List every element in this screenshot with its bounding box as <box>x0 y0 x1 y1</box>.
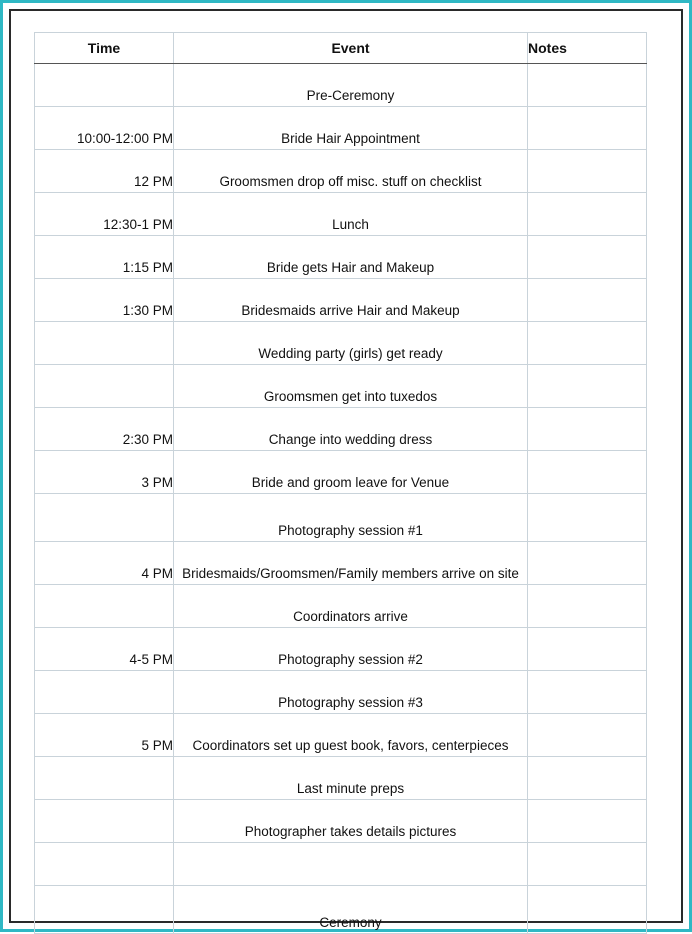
table-row <box>35 279 647 322</box>
table-row <box>35 107 647 150</box>
table-row <box>35 671 647 714</box>
event-cell <box>174 843 528 886</box>
event-cell: Photography session #3 <box>174 671 528 714</box>
time-cell: 4 PM <box>35 542 174 585</box>
time-cell: 1:30 PM <box>35 279 174 322</box>
header-row <box>35 33 647 64</box>
notes-cell <box>528 451 647 494</box>
time-cell: 5 PM <box>35 714 174 757</box>
table-row <box>35 628 647 671</box>
table-row <box>35 150 647 193</box>
table-row <box>35 408 647 451</box>
notes-cell <box>528 800 647 843</box>
event-cell: Change into wedding dress <box>174 408 528 451</box>
event-cell: Bridesmaids arrive Hair and Makeup <box>174 279 528 322</box>
time-cell: 12:30-1 PM <box>35 193 174 236</box>
event-cell: Pre-Ceremony <box>174 64 528 107</box>
notes-cell <box>528 193 647 236</box>
event-cell: Groomsmen get into tuxedos <box>174 365 528 408</box>
notes-cell <box>528 757 647 800</box>
notes-cell <box>528 628 647 671</box>
time-cell <box>35 585 174 628</box>
notes-cell <box>528 322 647 365</box>
event-cell: Bridesmaids/Groomsmen/Family members arrive on site <box>174 542 528 585</box>
time-cell: 1:15 PM <box>35 236 174 279</box>
table-row <box>35 843 647 886</box>
schedule-table <box>34 32 647 934</box>
table-row <box>35 800 647 843</box>
table-row <box>35 542 647 585</box>
time-cell <box>35 365 174 408</box>
notes-cell <box>528 408 647 451</box>
event-cell: Photographer takes details pictures <box>174 800 528 843</box>
time-cell: 3 PM <box>35 451 174 494</box>
notes-cell <box>528 585 647 628</box>
table-row <box>35 886 647 934</box>
time-cell <box>35 671 174 714</box>
time-cell <box>35 800 174 843</box>
header-notes: Notes <box>528 33 647 64</box>
table-row <box>35 236 647 279</box>
notes-cell <box>528 843 647 886</box>
table-row <box>35 585 647 628</box>
time-cell: 12 PM <box>35 150 174 193</box>
notes-cell <box>528 671 647 714</box>
time-cell <box>35 843 174 886</box>
event-cell: Bride and groom leave for Venue <box>174 451 528 494</box>
notes-cell <box>528 64 647 107</box>
notes-cell <box>528 107 647 150</box>
time-cell: 2:30 PM <box>35 408 174 451</box>
header-event: Event <box>174 33 528 64</box>
table-row <box>35 757 647 800</box>
table-row <box>35 322 647 365</box>
event-cell: Coordinators set up guest book, favors, centerpieces <box>174 714 528 757</box>
time-cell <box>35 64 174 107</box>
table-row <box>35 714 647 757</box>
event-cell: Coordinators arrive <box>174 585 528 628</box>
notes-cell <box>528 236 647 279</box>
event-cell: Lunch <box>174 193 528 236</box>
time-cell <box>35 322 174 365</box>
event-cell: Ceremony <box>174 886 528 934</box>
table-row <box>35 365 647 408</box>
notes-cell <box>528 886 647 934</box>
notes-cell <box>528 150 647 193</box>
notes-cell <box>528 365 647 408</box>
event-cell: Photography session #2 <box>174 628 528 671</box>
event-cell: Bride gets Hair and Makeup <box>174 236 528 279</box>
header-time: Time <box>35 33 174 64</box>
event-cell: Groomsmen drop off misc. stuff on checklist <box>174 150 528 193</box>
time-cell: 4-5 PM <box>35 628 174 671</box>
event-cell: Wedding party (girls) get ready <box>174 322 528 365</box>
notes-cell <box>528 494 647 542</box>
table-row <box>35 64 647 107</box>
event-cell: Last minute preps <box>174 757 528 800</box>
notes-cell <box>528 279 647 322</box>
event-cell: Photography session #1 <box>174 494 528 542</box>
table-row <box>35 193 647 236</box>
notes-cell <box>528 714 647 757</box>
time-cell <box>35 757 174 800</box>
event-cell: Bride Hair Appointment <box>174 107 528 150</box>
time-cell: 10:00-12:00 PM <box>35 107 174 150</box>
notes-cell <box>528 542 647 585</box>
table-row <box>35 451 647 494</box>
time-cell <box>35 494 174 542</box>
time-cell <box>35 886 174 934</box>
table-row <box>35 494 647 542</box>
